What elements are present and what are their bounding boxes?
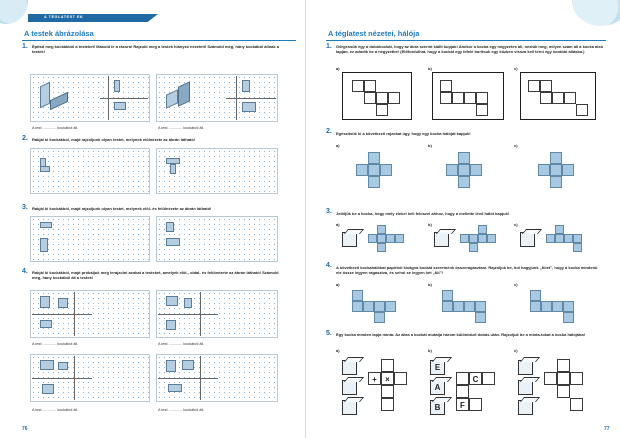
net-square bbox=[381, 359, 394, 372]
net-square bbox=[557, 359, 570, 372]
net-square bbox=[356, 164, 368, 176]
patterned-cube bbox=[342, 360, 357, 375]
net-square bbox=[541, 301, 552, 312]
decorative-circle bbox=[572, 0, 620, 26]
net-square bbox=[352, 80, 364, 92]
view-shape bbox=[168, 384, 182, 392]
task-text: Rakjál ki kockákból, majd próbáljuk meg lerajzolni azokat a testeket, amelyek elöl-, oldal- és felülnézete az ábrán látható! Számold meg, hány kockából áll a testek! bbox=[32, 270, 279, 280]
net-square bbox=[482, 372, 495, 385]
net-square bbox=[550, 152, 562, 164]
patterned-cube bbox=[430, 380, 445, 395]
task-text: Rakjál ki kockákból, majd rajzoljunk olyan testet, melynek elöl- és felülnézete az ábrán látható! bbox=[32, 206, 212, 211]
net-square bbox=[374, 301, 385, 312]
net-square bbox=[456, 372, 469, 385]
net-square bbox=[557, 372, 570, 385]
net-square bbox=[530, 301, 541, 312]
net-square bbox=[476, 104, 488, 116]
task-text: Jelöljük be a kocka, hogy mely élekei kell feloszel ahhoz, hogy a mellette lévő hálót kapjuk! bbox=[336, 211, 510, 216]
label-a: a) bbox=[336, 222, 340, 227]
axis-line bbox=[158, 314, 218, 315]
net-square bbox=[475, 301, 486, 312]
net-square bbox=[442, 301, 453, 312]
label-b: b) bbox=[428, 222, 432, 227]
axis-line bbox=[32, 378, 92, 379]
view-shape bbox=[114, 80, 120, 92]
letter-c: C bbox=[472, 375, 479, 384]
net-square bbox=[388, 92, 400, 104]
label-a: a) bbox=[336, 143, 340, 148]
task-text: Gőrgessük egy a dobókockát, hogy az ábra szerint kiállt kupjak! Amikor a kocka egy négyzetes áll, néztük meg, milyen szám áll a kocka alsó lapján, ez adódik be a négyzetbe! (Előfordulhat, hogy a kockát egy lefelé borítsuk egy közben vissza kell térni egy korábbi állásba.) bbox=[336, 44, 604, 54]
task-number: 3. bbox=[22, 204, 28, 211]
task-number: 3. bbox=[326, 208, 332, 215]
task-number: 4. bbox=[22, 268, 28, 275]
answer-line: A test ............. kockából áll. bbox=[32, 126, 79, 130]
view-shape bbox=[166, 238, 180, 246]
answer-line: A test ............. kockából áll. bbox=[32, 408, 79, 412]
view-shape bbox=[184, 298, 192, 308]
net-square bbox=[570, 398, 583, 411]
task-number: 2. bbox=[326, 128, 332, 135]
net-square bbox=[456, 398, 469, 411]
answer-line: A test ............. kockából áll. bbox=[158, 342, 205, 346]
answer-line: A test ............. kockából áll. bbox=[158, 126, 205, 130]
net-square bbox=[386, 234, 395, 243]
net-square bbox=[374, 312, 385, 323]
patterned-cube bbox=[518, 380, 533, 395]
view-shape bbox=[40, 166, 50, 172]
patterned-cube bbox=[430, 400, 445, 415]
net-square bbox=[446, 164, 458, 176]
net-square bbox=[563, 301, 574, 312]
net-square bbox=[381, 398, 394, 411]
title-rule bbox=[326, 40, 606, 41]
net-square bbox=[555, 225, 564, 234]
label-a: a) bbox=[336, 348, 340, 353]
net-square bbox=[544, 372, 557, 385]
net-square bbox=[456, 385, 469, 398]
net-square bbox=[376, 104, 388, 116]
net-square bbox=[352, 290, 363, 301]
net-square bbox=[377, 234, 386, 243]
net-square bbox=[464, 92, 476, 104]
net-square bbox=[557, 385, 570, 398]
net-square bbox=[394, 372, 407, 385]
net-square bbox=[478, 225, 487, 234]
view-shape bbox=[114, 102, 126, 110]
view-shape bbox=[166, 320, 176, 330]
net-square bbox=[364, 80, 376, 92]
view-shape bbox=[40, 360, 54, 370]
net-square bbox=[368, 176, 380, 188]
section-title: A téglatest nézetei, hálója bbox=[328, 29, 420, 38]
net-square bbox=[576, 104, 588, 116]
page-number: 76 bbox=[22, 426, 28, 432]
view-shape bbox=[170, 164, 176, 174]
task-text: Egészítsük ki a következő rajzokat úgy, hogy egy kocka hálóját kapjuk! bbox=[336, 131, 471, 136]
label-c: c) bbox=[514, 222, 518, 227]
net-square bbox=[530, 290, 541, 301]
net-square bbox=[363, 301, 374, 312]
task-number: 1. bbox=[326, 43, 332, 50]
page-number: 77 bbox=[604, 426, 610, 432]
task-number: 2. bbox=[22, 135, 28, 142]
net-square bbox=[552, 92, 564, 104]
task-text: Egy kocka minden lapja minta. Az ábra a kockát mutatja három különböző dobás után. Rajzoljuk be a minta-tokat a kocka hálójába! bbox=[336, 332, 586, 337]
net-square bbox=[469, 372, 482, 385]
axis-line bbox=[226, 98, 276, 99]
net-square bbox=[476, 92, 488, 104]
net-square bbox=[352, 301, 363, 312]
label-c: c) bbox=[514, 66, 518, 71]
view-shape bbox=[242, 80, 250, 92]
patterned-cube bbox=[342, 380, 357, 395]
label-c: c) bbox=[514, 143, 518, 148]
task-number: 4. bbox=[326, 262, 332, 269]
letter-b: B bbox=[434, 403, 441, 412]
left-page bbox=[0, 0, 306, 438]
net-square bbox=[368, 372, 381, 385]
net-square bbox=[385, 301, 396, 312]
net-square bbox=[376, 92, 388, 104]
net-square bbox=[563, 312, 574, 323]
net-square bbox=[470, 164, 482, 176]
net-square bbox=[546, 234, 555, 243]
net-square bbox=[452, 92, 464, 104]
decorative-circle bbox=[0, 0, 28, 24]
view-shape bbox=[166, 296, 178, 306]
net-square bbox=[395, 234, 404, 243]
view-shape bbox=[40, 238, 48, 252]
net-square bbox=[573, 243, 582, 252]
net-square bbox=[540, 92, 552, 104]
task-number: 5. bbox=[326, 330, 332, 337]
right-page bbox=[314, 0, 620, 438]
net-square bbox=[442, 290, 453, 301]
axis-line bbox=[100, 98, 148, 99]
net-square bbox=[453, 301, 464, 312]
net-square bbox=[440, 80, 452, 92]
cube-drawing bbox=[434, 232, 449, 247]
label-b: b) bbox=[428, 66, 432, 71]
cube-solid bbox=[40, 82, 50, 109]
view-shape bbox=[40, 296, 50, 308]
net-square bbox=[573, 234, 582, 243]
patterned-cube bbox=[518, 400, 533, 415]
task-text: A következő kockahálókat papírból kivágva kockát szeretnénk összeragasztani. Rajzoljuk be, hol hagyjunk „fület”, hogy a kocka mindenü ele össze legyen ragasztva, és sehol se legyen két „fül”! bbox=[336, 265, 598, 275]
patterned-cube bbox=[430, 360, 445, 375]
net-square bbox=[368, 152, 380, 164]
chapter-ribbon-text: A TÉGLATEST EK bbox=[44, 15, 84, 19]
net-square bbox=[364, 92, 376, 104]
task-text: Rakjál ki kockákból, majd rajzoljunk olyan testet, melynek elölnézete az ábrán látható! bbox=[32, 137, 196, 142]
net-square bbox=[475, 312, 486, 323]
net-square bbox=[528, 80, 540, 92]
net-square bbox=[377, 243, 386, 252]
letter-a: A bbox=[434, 383, 441, 392]
task-number: 1. bbox=[22, 43, 28, 50]
plus-icon: + bbox=[372, 375, 377, 384]
net-square bbox=[368, 164, 380, 176]
label-b: b) bbox=[428, 282, 432, 287]
label-a: a) bbox=[336, 282, 340, 287]
net-square bbox=[458, 164, 470, 176]
net-square bbox=[552, 301, 563, 312]
net-square bbox=[487, 234, 496, 243]
net-square bbox=[562, 164, 574, 176]
view-shape bbox=[40, 320, 52, 328]
net-square bbox=[570, 372, 583, 385]
cube-drawing bbox=[342, 232, 357, 247]
net-square bbox=[469, 234, 478, 243]
view-shape bbox=[242, 102, 256, 112]
patterned-cube bbox=[518, 360, 533, 375]
net-square bbox=[555, 234, 564, 243]
net-square bbox=[381, 372, 394, 385]
patterned-cube bbox=[342, 400, 357, 415]
section-title: A testek ábrázolása bbox=[24, 29, 94, 38]
axis-line bbox=[158, 378, 218, 379]
net-square bbox=[440, 92, 452, 104]
net-square bbox=[464, 301, 475, 312]
net-square bbox=[460, 234, 469, 243]
view-shape bbox=[58, 362, 68, 370]
net-square bbox=[550, 164, 562, 176]
net-square bbox=[380, 164, 392, 176]
label-c: c) bbox=[514, 348, 518, 353]
view-shape bbox=[166, 360, 176, 372]
net-square bbox=[469, 243, 478, 252]
net-square bbox=[458, 152, 470, 164]
net-square bbox=[564, 92, 576, 104]
answer-line: A test ............. kockából áll. bbox=[32, 342, 79, 346]
label-c: c) bbox=[514, 282, 518, 287]
view-shape bbox=[58, 298, 68, 308]
net-square bbox=[469, 398, 482, 411]
answer-line: A test ............. kockából áll. bbox=[158, 408, 205, 412]
letter-f: F bbox=[460, 401, 465, 410]
net-square bbox=[368, 234, 377, 243]
view-shape bbox=[42, 384, 54, 394]
axis-line bbox=[32, 314, 92, 315]
view-shape bbox=[40, 222, 52, 228]
net-square bbox=[540, 80, 552, 92]
title-rule bbox=[22, 40, 296, 41]
label-b: b) bbox=[428, 348, 432, 353]
letter-e: E bbox=[434, 363, 441, 372]
net-square bbox=[538, 164, 550, 176]
net-square bbox=[458, 176, 470, 188]
net-square bbox=[550, 176, 562, 188]
net-square bbox=[377, 225, 386, 234]
net-square bbox=[381, 385, 394, 398]
task-text: Építsd meg kockákból a testeket! Másold le a rácsra! Rajzold meg a testek hiányzó nézeteit! Számold meg, hány kockából állnak a testek! bbox=[32, 44, 279, 54]
net-square bbox=[478, 234, 487, 243]
label-b: b) bbox=[428, 143, 432, 148]
view-shape bbox=[166, 222, 174, 232]
times-icon: × bbox=[385, 375, 390, 384]
view-shape bbox=[182, 360, 194, 370]
label-a: a) bbox=[336, 66, 340, 71]
cube-drawing bbox=[520, 232, 535, 247]
net-square bbox=[564, 234, 573, 243]
